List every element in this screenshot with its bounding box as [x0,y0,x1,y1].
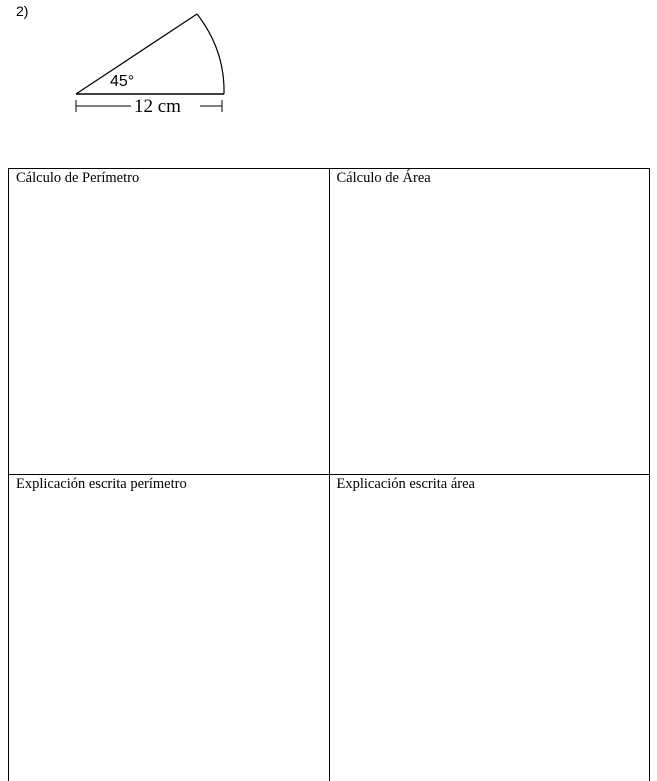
area-calc-cell[interactable] [329,169,650,475]
table-row [9,475,650,781]
area-explanation-heading: Explicación escrita área [337,476,475,492]
perimeter-explanation-cell[interactable] [9,475,330,781]
table-row [9,169,650,475]
area-explanation-cell[interactable] [329,475,650,781]
work-table [8,168,650,781]
sector-figure [0,0,260,130]
perimeter-calc-heading: Cálculo de Perímetro [16,170,139,186]
sector-arc [197,14,224,94]
area-calc-heading: Cálculo de Área [337,170,431,186]
radius-label: 12 cm [134,96,181,117]
perimeter-calc-cell[interactable] [9,169,330,475]
problem-number: 2) [16,3,28,19]
perimeter-explanation-heading: Explicación escrita perímetro [16,476,187,492]
sector-radius-upper [76,14,197,94]
angle-label: 45° [110,73,134,90]
